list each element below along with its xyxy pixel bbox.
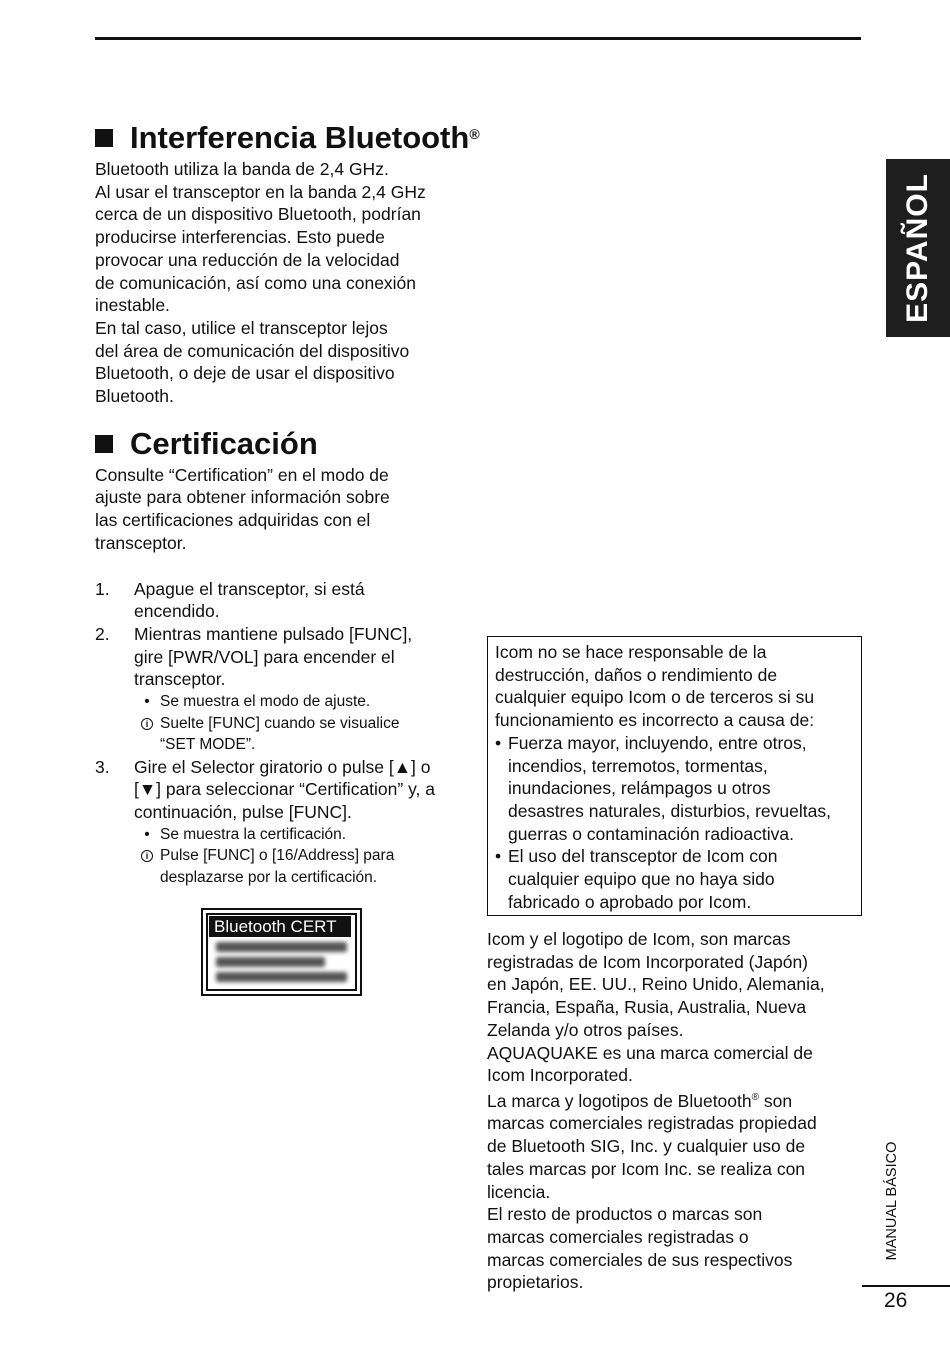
certification-heading <box>95 424 475 464</box>
note-text <box>160 691 370 713</box>
step-text-line: Mientras mantiene pulsado [FUNC], <box>134 623 413 644</box>
lcd-title: Bluetooth CERT <box>209 916 351 937</box>
bullet-text-line: Fuerza mayor, incluyendo, entre otros, <box>508 732 807 753</box>
blurred-cert-line <box>216 957 325 967</box>
page-number-rule <box>862 1285 950 1287</box>
result-note <box>134 691 475 713</box>
step-text-line: encendido. <box>134 601 220 622</box>
bullet-text-line: cualquier equipo que no haya sido <box>508 869 775 890</box>
certification-text-line: transceptor. <box>95 532 187 553</box>
bluetooth-text-line: Bluetooth, o deje de usar el dispositivo <box>95 363 395 384</box>
info-icon: i <box>141 718 153 730</box>
blurred-cert-line <box>216 942 347 952</box>
bullet-text-line: desastres naturales, disturbios, revueltas, <box>508 800 831 821</box>
bluetooth-text-line: En tal caso, utilice el transceptor lejos <box>95 317 388 338</box>
bluetooth-text-line: cerca de un dispositivo Bluetooth, podrían <box>95 204 421 225</box>
bluetooth-text-line: inestable. <box>95 295 170 316</box>
bullet-text <box>508 732 831 846</box>
bullet-icon: • <box>495 846 502 867</box>
lcd-screen-illustration <box>201 908 362 996</box>
bullet-text-line: guerras o contaminación radioactiva. <box>508 823 794 844</box>
bullet-text-line: incendios, terremotos, tormentas, <box>508 755 768 776</box>
step-text-line: transceptor. <box>134 669 226 690</box>
trademark-text-line: propietarios. <box>487 1272 584 1293</box>
step-number: 2. <box>95 623 110 644</box>
note-text <box>160 845 394 888</box>
trademark-text-line: Icom Incorporated. <box>487 1065 633 1086</box>
certification-text-line: las certificaciones adquiridas con el <box>95 510 371 531</box>
blurred-cert-line <box>216 972 347 982</box>
trademark-text-line: licencia. <box>487 1181 551 1202</box>
disclaimer-text-line: cualquier equipo Icom o de terceros si su <box>495 687 815 708</box>
bullet-text-line: fabricado o aprobado por Icom. <box>508 891 752 912</box>
manual-section-text: MANUAL BÁSICO <box>884 1141 900 1261</box>
result-note <box>134 824 475 846</box>
bt-line-end: son <box>759 1090 793 1111</box>
note-text <box>160 824 346 846</box>
bluetooth-interference-heading <box>95 118 480 158</box>
certification-paragraph <box>95 464 475 555</box>
info-icon-wrap <box>134 713 160 756</box>
note-text-line: Se muestra la certificación. <box>160 825 347 843</box>
step-number: 3. <box>95 756 110 777</box>
step-text-line: continuación, pulse [FUNC]. <box>134 801 352 822</box>
note-text-line: Suelte [FUNC] cuando se visualice <box>160 714 400 732</box>
registered-mark: ® <box>751 1091 759 1103</box>
note-text <box>160 713 400 756</box>
square-bullet-icon <box>95 129 113 147</box>
registered-mark: ® <box>469 126 480 142</box>
trademark-text-line: Zelanda y/o otros países. <box>487 1019 684 1040</box>
trademark-text-line: tales marcas por Icom Inc. se realiza con <box>487 1158 806 1179</box>
step-text-line: gire [PWR/VOL] para encender el <box>134 646 395 667</box>
procedure-step <box>95 756 475 889</box>
left-column <box>95 118 480 888</box>
trademark-text-line: El resto de productos o marcas son <box>487 1204 763 1225</box>
step-text-line: [▼] para seleccionar “Certification” y, a <box>134 779 435 800</box>
disclaimer-text-line: funcionamiento es incorrecto a causa de: <box>495 710 815 731</box>
lcd-display <box>206 913 357 991</box>
trademarks-paragraph <box>487 928 867 1294</box>
bluetooth-text-line: del área de comunicación del dispositivo <box>95 340 410 361</box>
bluetooth-paragraph <box>95 158 475 408</box>
step-text-line: Apague el transceptor, si está <box>134 578 365 599</box>
trademark-text-line: de Bluetooth SIG, Inc. y cualquier uso de <box>487 1136 806 1157</box>
procedure-step <box>95 578 475 623</box>
step-body <box>134 756 475 889</box>
note-text-line: Pulse [FUNC] o [16/Address] para <box>160 847 395 865</box>
bullet-text <box>508 845 777 913</box>
step-number: 1. <box>95 578 110 599</box>
disclaimer-bullet <box>495 732 854 846</box>
step-body <box>134 623 475 756</box>
square-bullet-icon <box>95 435 113 453</box>
certification-heading-text: Certificación <box>130 425 318 461</box>
trademark-text-line: Francia, España, Rusia, Australia, Nueva <box>487 997 807 1018</box>
bullet-icon: • <box>495 732 502 753</box>
trademark-text-line: marcas comerciales registradas o <box>487 1226 749 1247</box>
bullet-icon: • <box>144 825 150 843</box>
trademark-text-line: AQUAQUAKE es una marca comercial de <box>487 1042 813 1063</box>
language-tab <box>886 159 950 337</box>
note-text-line: desplazarse por la certificación. <box>160 868 378 886</box>
language-tab-label: ESPAÑOL <box>901 173 934 323</box>
trademark-text-line: Icom y el logotipo de Icom, son marcas <box>487 929 791 949</box>
bluetooth-text-line: Bluetooth. <box>95 386 174 407</box>
trademark-text-line: marcas comerciales registradas propiedad <box>487 1113 817 1134</box>
trademark-text-line: registradas de Icom Incorporated (Japón) <box>487 951 808 972</box>
bluetooth-trademark-line <box>487 1087 867 1113</box>
info-icon-wrap <box>134 845 160 888</box>
certification-text-line: ajuste para obtener información sobre <box>95 487 390 508</box>
bullet-icon: • <box>144 693 150 711</box>
info-icon: i <box>141 850 153 862</box>
bullet-text-line: inundaciones, relámpagos u otros <box>508 778 771 799</box>
procedure-step <box>95 623 475 756</box>
bluetooth-heading-text: Interferencia Bluetooth <box>130 120 470 155</box>
bluetooth-text-line: de comunicación, así como una conexión <box>95 272 417 293</box>
bluetooth-text-line: producirse interferencias. Esto puede <box>95 227 385 248</box>
info-note <box>134 713 475 756</box>
certification-text-line: Consulte “Certification” en el modo de <box>95 464 389 485</box>
trademark-text-line: marcas comerciales de sus respectivos <box>487 1249 793 1270</box>
bluetooth-text-line: Bluetooth utiliza la banda de 2,4 GHz. <box>95 159 389 179</box>
bt-line-start: La marca y logotipos de Bluetooth <box>487 1090 752 1111</box>
step-text-line: Gire el Selector giratorio o pulse [▲] o <box>134 756 431 777</box>
disclaimer-bullet <box>495 845 854 913</box>
disclaimer-box <box>487 636 862 916</box>
top-rule <box>95 37 861 40</box>
bluetooth-text-line: Al usar el transceptor en la banda 2,4 GHz <box>95 181 426 202</box>
disclaimer-text-line: destrucción, daños o rendimiento de <box>495 664 778 685</box>
note-text-line: “SET MODE”. <box>160 736 256 754</box>
note-text-line: Se muestra el modo de ajuste. <box>160 693 371 711</box>
bullet-text-line: El uso del transceptor de Icom con <box>508 846 778 867</box>
procedure-steps <box>95 578 475 889</box>
trademark-text-line: en Japón, EE. UU., Reino Unido, Alemania, <box>487 974 825 995</box>
manual-section-label <box>880 1135 904 1267</box>
step-body <box>134 578 475 623</box>
info-note <box>134 845 475 888</box>
page-number: 26 <box>884 1289 908 1312</box>
disclaimer-text-line: Icom no se hace responsable de la <box>495 642 767 662</box>
bluetooth-text-line: provocar una reducción de la velocidad <box>95 249 400 270</box>
